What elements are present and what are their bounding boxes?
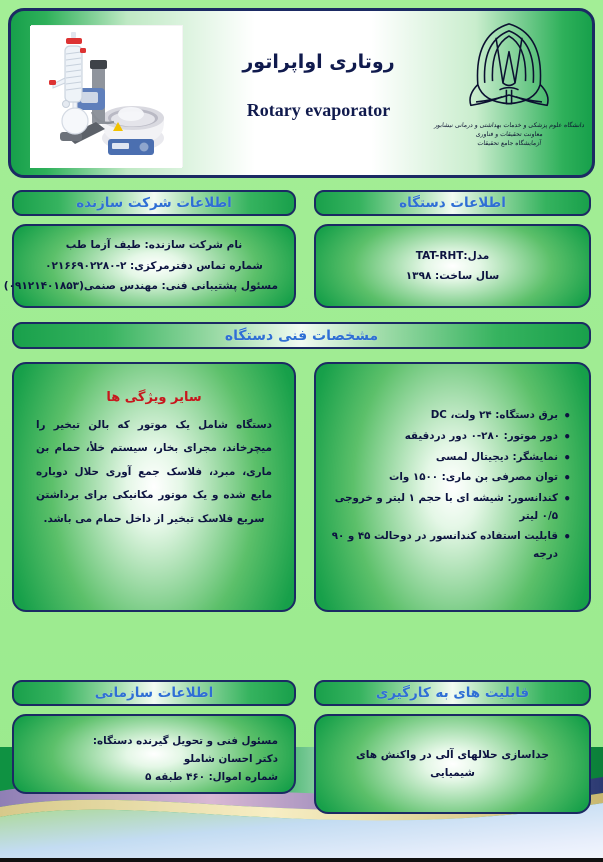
capabilities-body [316, 716, 589, 812]
banner-device-label: اطلاعات دستگاه [399, 195, 506, 211]
manufacturer-line-2: شماره تماس دفترمرکزی: ۲-۰۲۱۶۶۹۰۲۲۸۰ [45, 259, 263, 272]
page-title-fa: روتاری اواپراتور [242, 51, 395, 73]
banner-technical-specs [12, 322, 591, 349]
panel-device-info [314, 224, 591, 308]
panel-capabilities [314, 714, 591, 814]
spec-item: • نمایشگر: دیجیتال لمسی [328, 449, 571, 467]
poster-header [8, 8, 595, 178]
rotary-evaporator-photo [31, 25, 183, 167]
technical-specs-body [316, 364, 589, 610]
device-year: سال ساخت: ۱۳۹۸ [405, 270, 500, 282]
banner-capabilities [314, 680, 591, 706]
spec-item: • توان مصرفی بن ماری: ۱۵۰۰ وات [328, 469, 571, 487]
panel-other-features [12, 362, 296, 612]
spec-item: • برق دستگاه: ۲۴ ولت، DC [328, 407, 571, 425]
org-responsible-label: مسئول فنی و تحویل گیرنده دستگاه: [92, 735, 278, 747]
spec-item: • کندانسور: شیشه ای با حجم ۱ لیتر و خروجی ۰/۵ لیتر [328, 490, 571, 525]
university-emblem-icon [457, 17, 561, 121]
banner-organizational-label: اطلاعات سازمانی [94, 685, 214, 701]
university-logo [434, 15, 584, 177]
manufacturer-line-1: نام شرکت سازنده: طیف آزما طب [65, 239, 243, 252]
capabilities-text: جداسازی حلالهای آلی در واکنش های شیمیایی [356, 749, 549, 779]
banner-technical-label: مشخصات فنی دستگاه [224, 327, 379, 344]
logo-line-3: آزمایشگاه جامع تحقیقات [476, 139, 542, 147]
other-features-body [14, 364, 294, 610]
logo-caption [434, 122, 584, 149]
panel-manufacturer-info [3, 224, 296, 308]
org-responsible-name: دکتر احسان شاملو [183, 753, 278, 766]
banner-device-info [314, 190, 591, 216]
device-model: مدل:TAT-RHT [415, 249, 490, 262]
panel-organizational-info [12, 714, 296, 794]
technical-specs-list [324, 407, 581, 567]
spec-item: • دور موتور: ۲۸۰-۰ دور دردقیقه [328, 428, 571, 446]
logo-line-1: دانشگاه علوم پزشکی و خدمات بهداشتی و درمانی نیشابور [433, 122, 585, 129]
page-title-en: Rotary evaporator [246, 99, 391, 120]
banner-organizational-info [12, 680, 296, 706]
other-features-text: دستگاه شامل یک موتور که بالن تبخیر را میچرخاند، مجرای بخار، سیستم خلأ، حمام بن ماری، مبرد، فلاسک جمع آوری حلال دوباره مایع شده و یک موتور مکانیکی برای برداشتن سریع فلاسک تبخیر از داخل حمام می باشد. [36, 419, 272, 525]
banner-manufacturer-label: اطلاعات شرکت سازنده [76, 195, 232, 211]
logo-line-2: معاونت تحقیقات و فناوری [475, 130, 543, 138]
spec-item: • قابلیت استفاده کندانسور در دوحالت ۴۵ و ۹۰ درجه [328, 528, 571, 563]
header-titles [196, 51, 441, 121]
other-features-title: سایر ویژگی ها [106, 390, 202, 405]
manufacturer-line-3: مسئول پشتیبانی فنی: مهندس صنمی(۰۹۱۲۱۴۰۱۸۵۳) [3, 280, 278, 293]
device-info-body [316, 226, 589, 306]
organizational-info-body [14, 716, 294, 792]
banner-capabilities-label: قابلیت های به کارگیری [375, 685, 530, 701]
manufacturer-info-body [3, 226, 294, 306]
panel-technical-specs [314, 362, 591, 612]
org-asset-number: شماره اموال: ۴۶۰ طبقه ۵ [145, 771, 278, 784]
banner-manufacturer-info [12, 190, 296, 216]
